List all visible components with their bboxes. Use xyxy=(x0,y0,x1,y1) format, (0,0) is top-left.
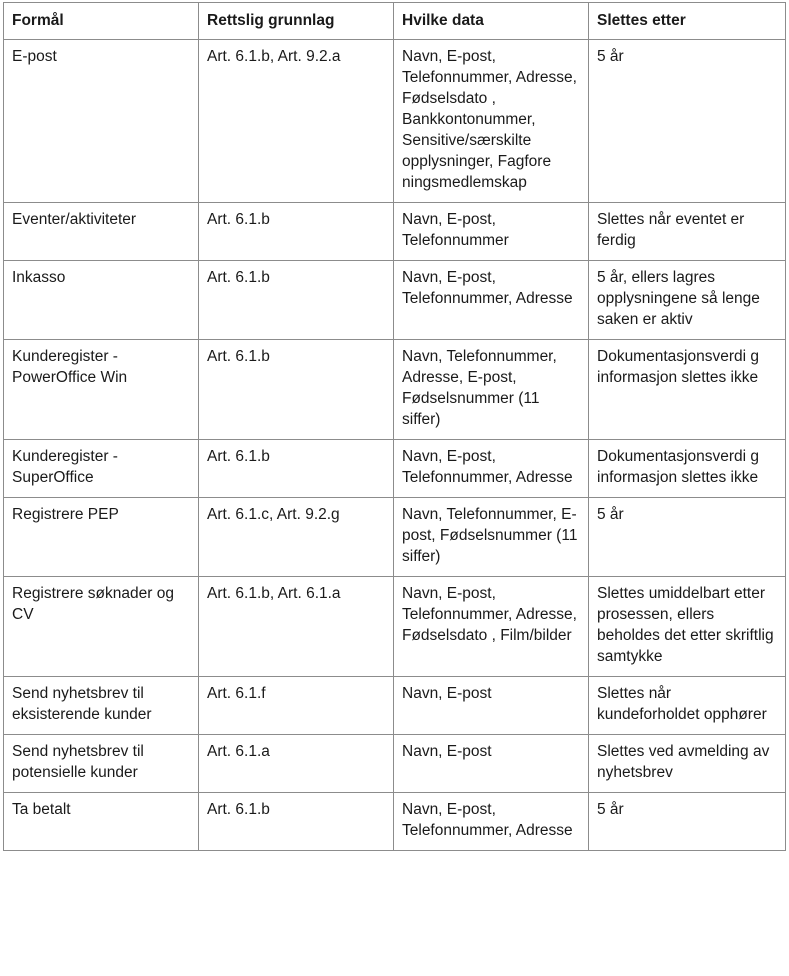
legal-basis-cell: Art. 6.1.b, Art. 6.1.a xyxy=(199,577,394,677)
retention-cell: 5 år xyxy=(589,498,786,577)
legal-basis-cell: Art. 6.1.b xyxy=(199,440,394,498)
privacy-table-container xyxy=(3,2,785,851)
table-row xyxy=(4,735,786,793)
data-types-cell: Navn, E-post, Telefonnummer, Adresse xyxy=(394,793,589,851)
data-processing-table xyxy=(3,2,786,851)
table-row xyxy=(4,677,786,735)
retention-cell: Dokumentasjonsverdi g informasjon slettes ikke xyxy=(589,340,786,440)
purpose-cell: Kunderegister - SuperOffice xyxy=(4,440,199,498)
legal-basis-cell: Art. 6.1.a xyxy=(199,735,394,793)
purpose-cell: Send nyhetsbrev til eksisterende kunder xyxy=(4,677,199,735)
data-types-cell: Navn, E-post, Telefonnummer xyxy=(394,203,589,261)
legal-basis-cell: Art. 6.1.b xyxy=(199,203,394,261)
legal-basis-cell: Art. 6.1.c, Art. 9.2.g xyxy=(199,498,394,577)
table-header-row xyxy=(4,3,786,40)
retention-cell: 5 år xyxy=(589,40,786,203)
retention-cell: Slettes ved avmelding av nyhetsbrev xyxy=(589,735,786,793)
retention-cell: 5 år xyxy=(589,793,786,851)
table-row xyxy=(4,261,786,340)
retention-cell: Slettes umiddelbart etter prosessen, ellers beholdes det etter skriftlig samtykke xyxy=(589,577,786,677)
purpose-cell: Eventer/aktiviteter xyxy=(4,203,199,261)
data-types-cell: Navn, Telefonnummer, E-post, Fødselsnummer (11 siffer) xyxy=(394,498,589,577)
retention-cell: Slettes når kundeforholdet opphører xyxy=(589,677,786,735)
table-row xyxy=(4,498,786,577)
legal-basis-cell: Art. 6.1.b xyxy=(199,340,394,440)
data-types-cell: Navn, E-post xyxy=(394,677,589,735)
table-row xyxy=(4,440,786,498)
purpose-cell: E-post xyxy=(4,40,199,203)
header-purpose: Formål xyxy=(4,3,199,40)
header-legal-basis: Rettslig grunnlag xyxy=(199,3,394,40)
retention-cell: 5 år, ellers lagres opplysningene så lenge saken er aktiv xyxy=(589,261,786,340)
purpose-cell: Registrere søknader og CV xyxy=(4,577,199,677)
retention-cell: Slettes når eventet er ferdig xyxy=(589,203,786,261)
legal-basis-cell: Art. 6.1.f xyxy=(199,677,394,735)
purpose-cell: Ta betalt xyxy=(4,793,199,851)
legal-basis-cell: Art. 6.1.b, Art. 9.2.a xyxy=(199,40,394,203)
data-types-cell: Navn, E-post xyxy=(394,735,589,793)
table-row xyxy=(4,793,786,851)
purpose-cell: Registrere PEP xyxy=(4,498,199,577)
data-types-cell: Navn, E-post, Telefonnummer, Adresse xyxy=(394,440,589,498)
data-types-cell: Navn, E-post, Telefonnummer, Adresse xyxy=(394,261,589,340)
table-row xyxy=(4,340,786,440)
data-types-cell: Navn, E-post, Telefonnummer, Adresse, Fødselsdato , Bankkontonummer, Sensitive/særskilte opplysninger, Fagfore ningsmedlemskap xyxy=(394,40,589,203)
header-data-types: Hvilke data xyxy=(394,3,589,40)
table-row xyxy=(4,203,786,261)
legal-basis-cell: Art. 6.1.b xyxy=(199,261,394,340)
purpose-cell: Send nyhetsbrev til potensielle kunder xyxy=(4,735,199,793)
table-row xyxy=(4,40,786,203)
retention-cell: Dokumentasjonsverdi g informasjon slettes ikke xyxy=(589,440,786,498)
purpose-cell: Kunderegister - PowerOffice Win xyxy=(4,340,199,440)
header-retention: Slettes etter xyxy=(589,3,786,40)
data-types-cell: Navn, Telefonnummer, Adresse, E-post, Fødselsnummer (11 siffer) xyxy=(394,340,589,440)
data-types-cell: Navn, E-post, Telefonnummer, Adresse, Fødselsdato , Film/bilder xyxy=(394,577,589,677)
purpose-cell: Inkasso xyxy=(4,261,199,340)
legal-basis-cell: Art. 6.1.b xyxy=(199,793,394,851)
table-row xyxy=(4,577,786,677)
